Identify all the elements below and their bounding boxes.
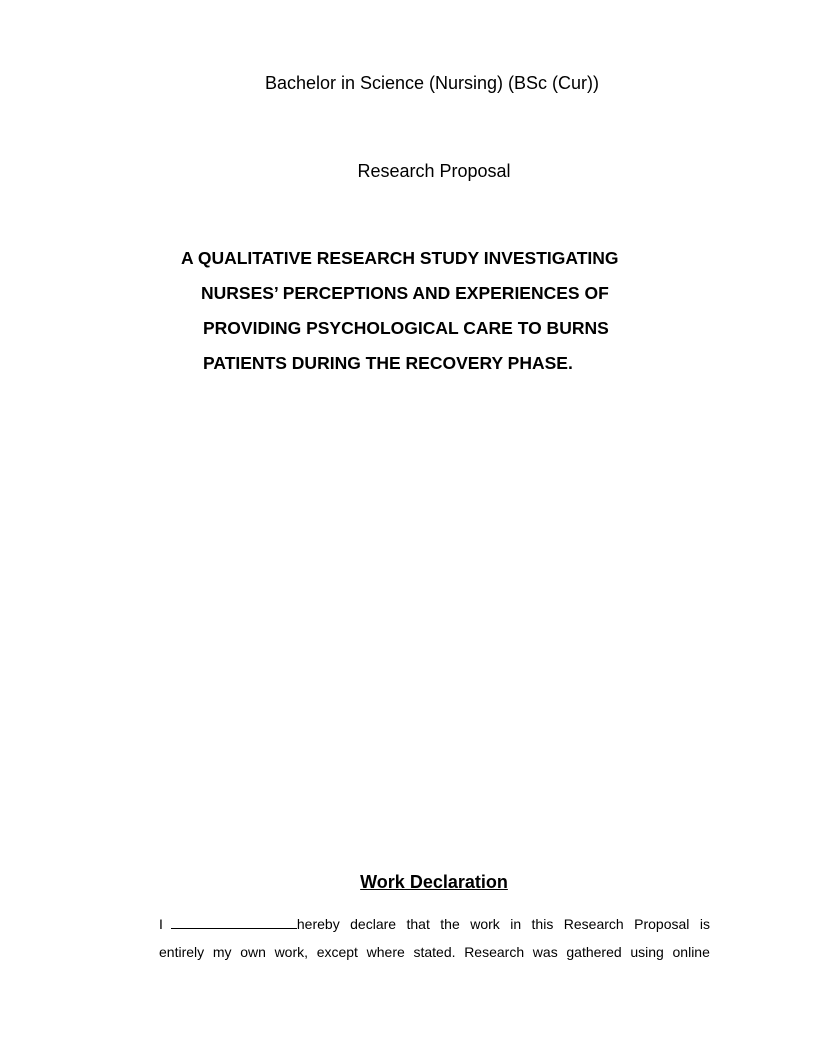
declaration-word: Proposal: [634, 916, 690, 932]
declaration-word: online: [672, 944, 710, 960]
research-title-line: PATIENTS DURING THE RECOVERY PHASE.: [203, 353, 573, 373]
declaration-word: in: [510, 916, 522, 932]
declaration-word: stated.: [413, 944, 456, 960]
declaration-word: that: [406, 916, 430, 932]
declaration-word: Research: [464, 944, 525, 960]
declaration-word: entirely: [159, 944, 205, 960]
declaration-word: own: [240, 944, 266, 960]
declaration-word: this: [531, 916, 554, 932]
declaration-word: hereby: [296, 916, 340, 932]
declaration-heading: Work Declaration: [360, 872, 508, 892]
research-title: [150, 248, 700, 388]
research-title-line: PROVIDING PSYCHOLOGICAL CARE TO BURNS: [203, 318, 609, 338]
declaration-word: work,: [274, 944, 309, 960]
degree-title: Bachelor in Science (Nursing) (BSc (Cur)): [264, 73, 600, 93]
declaration-word: except: [316, 944, 358, 960]
research-title-line: A QUALITATIVE RESEARCH STUDY INVESTIGATING: [181, 248, 619, 268]
declaration-word-group: [159, 910, 340, 938]
document-type: Research Proposal: [357, 161, 511, 181]
name-blank-line: [171, 914, 297, 929]
declaration-word: work: [470, 916, 500, 932]
declaration-word: where: [366, 944, 405, 960]
declaration-word: Research: [563, 916, 624, 932]
declaration-word: I: [159, 916, 163, 932]
declaration-text: [159, 910, 710, 966]
declaration-word: is: [699, 916, 710, 932]
declaration-line-2: [159, 938, 710, 966]
declaration-line-1: [159, 910, 710, 938]
declaration-word: using: [630, 944, 664, 960]
declaration-word: gathered: [566, 944, 622, 960]
research-title-line: NURSES’ PERCEPTIONS AND EXPERIENCES OF: [201, 283, 609, 303]
declaration-word: was: [532, 944, 558, 960]
declaration-word: declare: [350, 916, 397, 932]
declaration-word: the: [440, 916, 460, 932]
declaration-word: my: [212, 944, 232, 960]
